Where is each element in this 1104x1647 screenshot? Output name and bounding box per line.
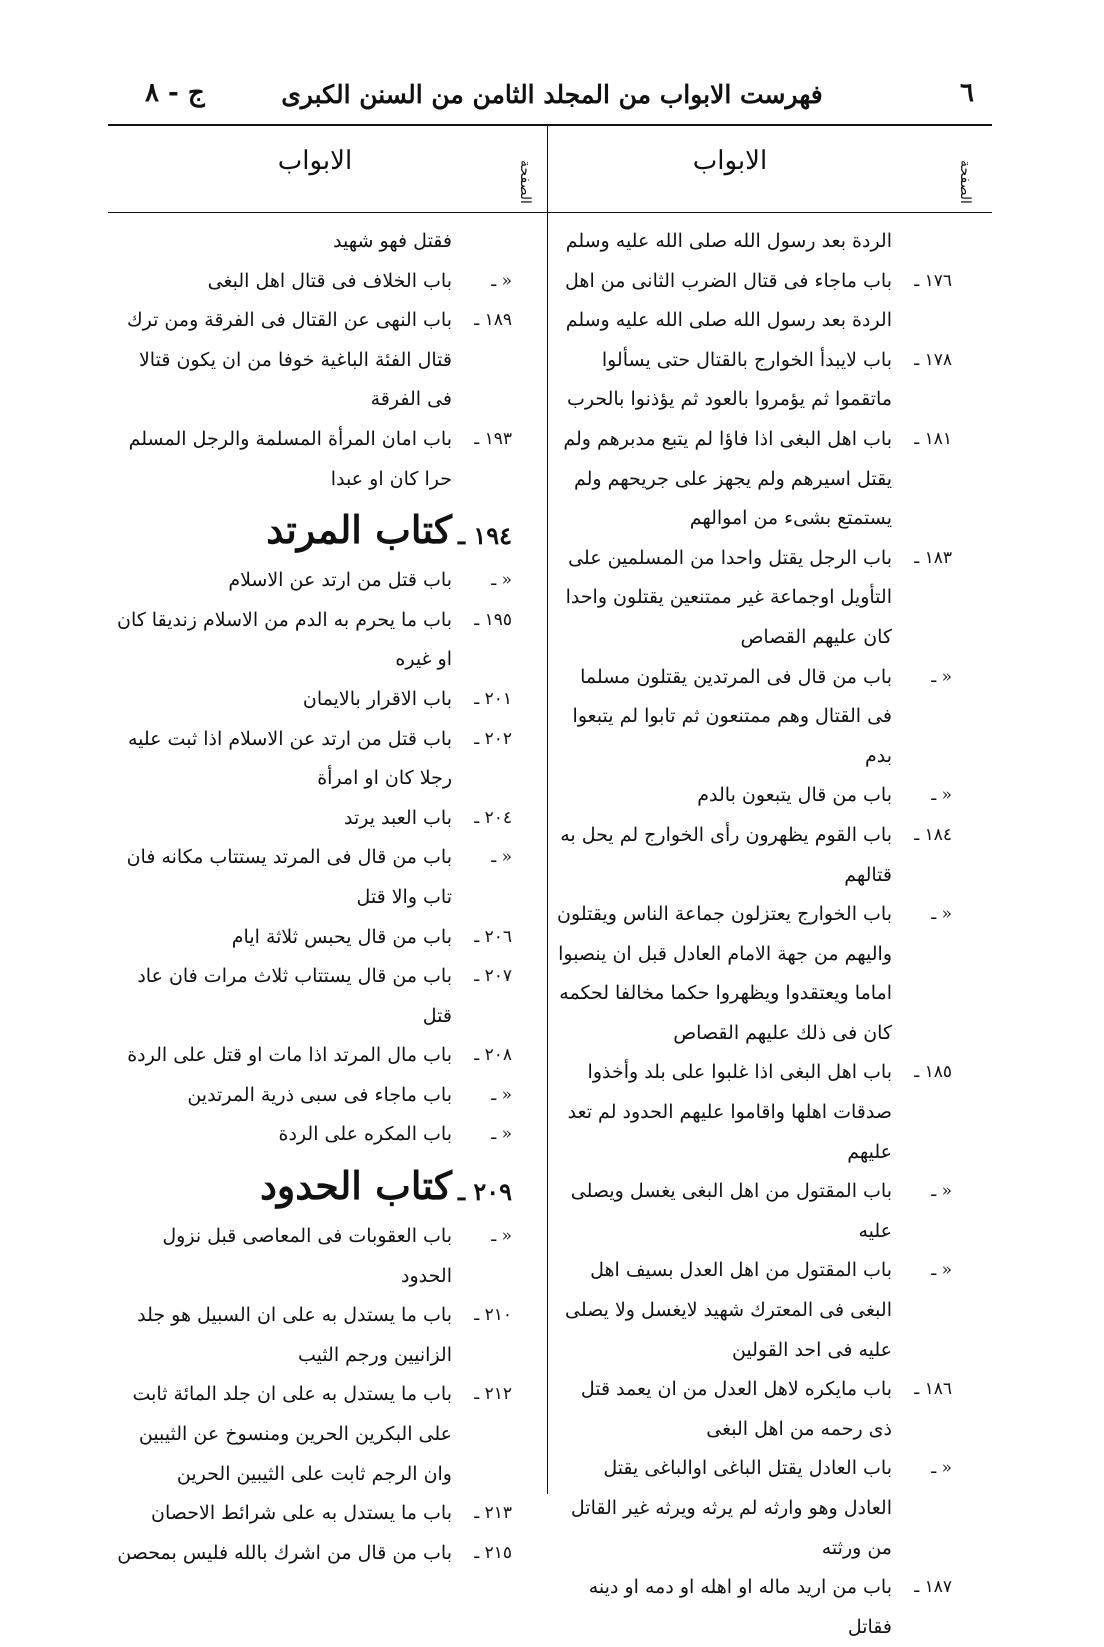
toc-entry xyxy=(117,838,512,917)
entry-title: باب ما يحرم به الدم من الاسلام زنديقا كان او غيره xyxy=(116,608,452,671)
toc-entry xyxy=(117,420,512,499)
entry-page-number: ١٩٤ ـ xyxy=(457,521,512,551)
entry-page-number: ٢٠٢ ـ xyxy=(474,728,512,749)
toc-entry xyxy=(117,680,512,720)
toc-entry xyxy=(117,1076,512,1116)
toc-entry xyxy=(117,301,512,420)
chapters-column-heading: الابواب xyxy=(692,146,768,176)
entry-page-number: ١٨٧ ـ xyxy=(914,1577,952,1598)
entry-title: باب العقوبات فى المعاصى قبل نزول الحدود xyxy=(162,1225,452,1287)
entry-page-number: « ـ xyxy=(931,1458,952,1479)
entry-page-number: « ـ xyxy=(491,1124,512,1145)
column-head-rule xyxy=(108,212,992,213)
toc-entry xyxy=(117,918,512,958)
toc-entry xyxy=(117,799,512,839)
left-column xyxy=(117,222,512,1573)
entry-title: باب من اريد ماله او اهله او دمه او دينه فقاتل xyxy=(588,1576,892,1638)
book-heading xyxy=(117,1155,512,1217)
entry-title: باب العادل يقتل الباغى اوالباغى يقتل العادل وهو وارثه لم يرثه ويرثه غير القاتل من ورثته xyxy=(570,1457,892,1559)
entry-page-number: ١٧٦ ـ xyxy=(914,270,952,291)
entry-title: باب الخلاف فى قتال اهل البغى xyxy=(207,269,452,292)
page-column-label: الصفحة xyxy=(517,160,533,204)
toc-entry xyxy=(557,1568,952,1647)
toc-entry xyxy=(557,262,952,341)
toc-entry xyxy=(117,1375,512,1494)
entry-page-number: « ـ xyxy=(931,1260,952,1281)
toc-entry xyxy=(557,1370,952,1449)
entry-title: باب ما يستدل به على ان السبيل هو جلد الزانيين ورجم الثيب xyxy=(137,1304,452,1366)
entry-title: باب الاقرار بالايمان xyxy=(302,687,452,710)
entry-title: باب من قال فى المرتدين يقتلون مسلما فى القتال وهم ممتنعون ثم تابوا لم يتبعوا بدم xyxy=(572,665,892,767)
entry-page-number: ١٨٤ ـ xyxy=(914,824,952,845)
toc-entry xyxy=(117,561,512,601)
entry-page-number: ٢٠٧ ـ xyxy=(474,966,512,987)
entry-page-number: ١٨٦ ـ xyxy=(914,1379,952,1400)
entry-page-number: ٢٠٩ ـ xyxy=(457,1177,512,1207)
entry-page-number: « ـ xyxy=(491,847,512,868)
toc-entry xyxy=(557,1172,952,1251)
entry-title: كتاب الحدود xyxy=(259,1163,452,1209)
page-column-label: الصفحة xyxy=(957,160,973,204)
entry-page-number: « ـ xyxy=(491,270,512,291)
page-number: ٦ xyxy=(960,78,974,108)
toc-entry xyxy=(557,420,952,539)
toc-entry xyxy=(117,1115,512,1155)
toc-entry xyxy=(117,1036,512,1076)
entry-page-number: « ـ xyxy=(931,1181,952,1202)
entry-title: باب مال المرتد اذا مات او قتل على الردة xyxy=(127,1044,452,1067)
entry-title: باب من قال من اشرك بالله فليس بمحصن xyxy=(117,1541,452,1564)
book-heading xyxy=(117,499,512,561)
toc-entry xyxy=(117,1217,512,1296)
toc-entry xyxy=(557,1449,952,1568)
entry-title: باب المقتول من اهل العدل بسيف اهل البغى فى المعترك شهيد لايغسل ولا يصلى عليه فى احد القولين xyxy=(565,1259,892,1361)
entry-page-number: « ـ xyxy=(931,904,952,925)
entry-page-number: « ـ xyxy=(931,666,952,687)
entry-title: باب القوم يظهرون رأى الخوارج لم يحل به قتالهم xyxy=(560,823,892,886)
entry-page-number: ١٩٥ ـ xyxy=(474,609,512,630)
entry-page-number: « ـ xyxy=(491,1226,512,1247)
toc-entry xyxy=(117,601,512,680)
entry-page-number: ٢١٠ ـ xyxy=(474,1305,512,1326)
entry-page-number: ٢٠٦ ـ xyxy=(474,926,512,947)
entry-title: باب من قال فى المرتد يستتاب مكانه فان تاب والا قتل xyxy=(126,846,452,908)
entry-title: باب ماجاء فى سبى ذرية المرتدين xyxy=(187,1083,452,1106)
entry-page-number: ٢١٢ ـ xyxy=(474,1384,512,1405)
entry-title: باب ماجاء فى قتال الضرب الثانى من اهل الردة بعد رسول الله صلى الله عليه وسلم xyxy=(565,269,892,332)
entry-page-number: « ـ xyxy=(491,570,512,591)
entry-title: باب ما يستدل به على ان جلد المائة ثابت على البكرين الحرين ومنسوخ عن الثيبين وان الرجم ثابت على الثيبين الحرين xyxy=(132,1383,452,1485)
entry-page-number: ١٧٨ ـ xyxy=(914,349,952,370)
right-column xyxy=(557,222,952,1647)
entry-page-number: ٢١٥ ـ xyxy=(474,1542,512,1563)
entry-title: كتاب المرتد xyxy=(266,507,452,553)
toc-entry xyxy=(557,1251,952,1370)
entry-title: الردة بعد رسول الله صلى الله عليه وسلم xyxy=(565,230,892,252)
entry-title: باب قتل من ارتد عن الاسلام xyxy=(228,569,452,592)
toc-entry xyxy=(117,957,512,1036)
page-title: فهرست الابواب من المجلد الثامن من السنن الكبرى xyxy=(281,80,823,109)
entry-title: باب لايبدأ الخوارج بالقتال حتى يسألوا ماتقموا ثم يؤمروا بالعود ثم يؤذنوا بالحرب xyxy=(566,348,892,411)
toc-entry xyxy=(557,895,952,1053)
entry-title: باب الرجل يقتل واحدا من المسلمين على التأويل اوجماعة غير ممتنعين يقتلون واحدا كان عليهم القصاص xyxy=(565,546,892,648)
toc-entry xyxy=(557,776,952,816)
header-rule xyxy=(108,124,992,126)
entry-page-number: « ـ xyxy=(491,1084,512,1105)
toc-entry xyxy=(117,720,512,799)
toc-entry xyxy=(557,816,952,895)
toc-entry xyxy=(557,222,952,262)
toc-entry xyxy=(117,1296,512,1375)
toc-entry xyxy=(117,1494,512,1534)
toc-entry xyxy=(557,539,952,658)
entry-page-number: ٢٠٤ ـ xyxy=(474,807,512,828)
toc-entry xyxy=(557,1053,952,1172)
entry-title: باب النهى عن القتال فى الفرقة ومن ترك قتال الفئة الباغية خوفا من ان يكون قتالا فى الفرقة xyxy=(126,309,452,411)
entry-title: باب من قال يحبس ثلاثة ايام xyxy=(231,925,452,948)
entry-title: باب اهل البغى اذا فاؤا لم يتبع مدبرهم ولم يقتل اسيرهم ولم يجهز على جريحهم ولم يستمتع بشىء من اموالهم xyxy=(563,427,892,530)
entry-title: باب المقتول من اهل البغى يغسل ويصلى عليه xyxy=(570,1180,892,1242)
entry-title: باب اهل البغى اذا غلبوا على بلد وأخذوا صدقات اهلها واقاموا عليهم الحدود لم تعد عليهم xyxy=(567,1061,892,1163)
entry-page-number: ٢١٣ ـ xyxy=(474,1503,512,1524)
toc-entry xyxy=(557,341,952,420)
column-divider xyxy=(547,124,548,1494)
entry-title: باب العبد يرتد xyxy=(343,806,452,829)
entry-title: باب ما يستدل به على شرائط الاحصان xyxy=(151,1502,452,1525)
entry-title: باب المكره على الردة xyxy=(278,1123,452,1146)
entry-page-number: ١٨٣ ـ xyxy=(914,547,952,568)
entry-page-number: ١٨١ ـ xyxy=(914,428,952,449)
toc-entry xyxy=(117,1534,512,1574)
toc-entry xyxy=(117,262,512,302)
volume-label: ج - ٨ xyxy=(145,78,205,108)
entry-title: باب مايكره لاهل العدل من ان يعمد قتل ذى رحمه من اهل البغى xyxy=(580,1378,892,1440)
entry-page-number: ٢٠٨ ـ xyxy=(474,1045,512,1066)
entry-page-number: ٢٠١ ـ xyxy=(474,688,512,709)
entry-page-number: « ـ xyxy=(931,785,952,806)
entry-title: باب الخوارج يعتزلون جماعة الناس ويقتلون واليهم من جهة الامام العادل قبل ان ينصبوا اماما ويعتقدوا ويظهروا حكما مخالفا لحكمه كان فى ذلك عليهم القصاص xyxy=(557,903,892,1044)
entry-page-number: ١٨٩ ـ xyxy=(474,310,512,331)
entry-title: باب من قال يستتاب ثلاث مرات فان عاد قتل xyxy=(137,965,452,1027)
toc-entry xyxy=(117,222,512,262)
entry-title: باب امان المرأة المسلمة والرجل المسلم حرا كان او عبدا xyxy=(128,427,452,490)
toc-entry xyxy=(557,658,952,777)
entry-title: فقتل فهو شهيد xyxy=(333,230,452,252)
entry-title: باب قتل من ارتد عن الاسلام اذا ثبت عليه رجلا كان او امرأة xyxy=(127,727,452,790)
entry-title: باب من قال يتبعون بالدم xyxy=(697,784,892,807)
entry-page-number: ١٩٣ ـ xyxy=(474,428,512,449)
chapters-column-heading: الابواب xyxy=(277,146,353,176)
entry-page-number: ١٨٥ ـ xyxy=(914,1062,952,1083)
